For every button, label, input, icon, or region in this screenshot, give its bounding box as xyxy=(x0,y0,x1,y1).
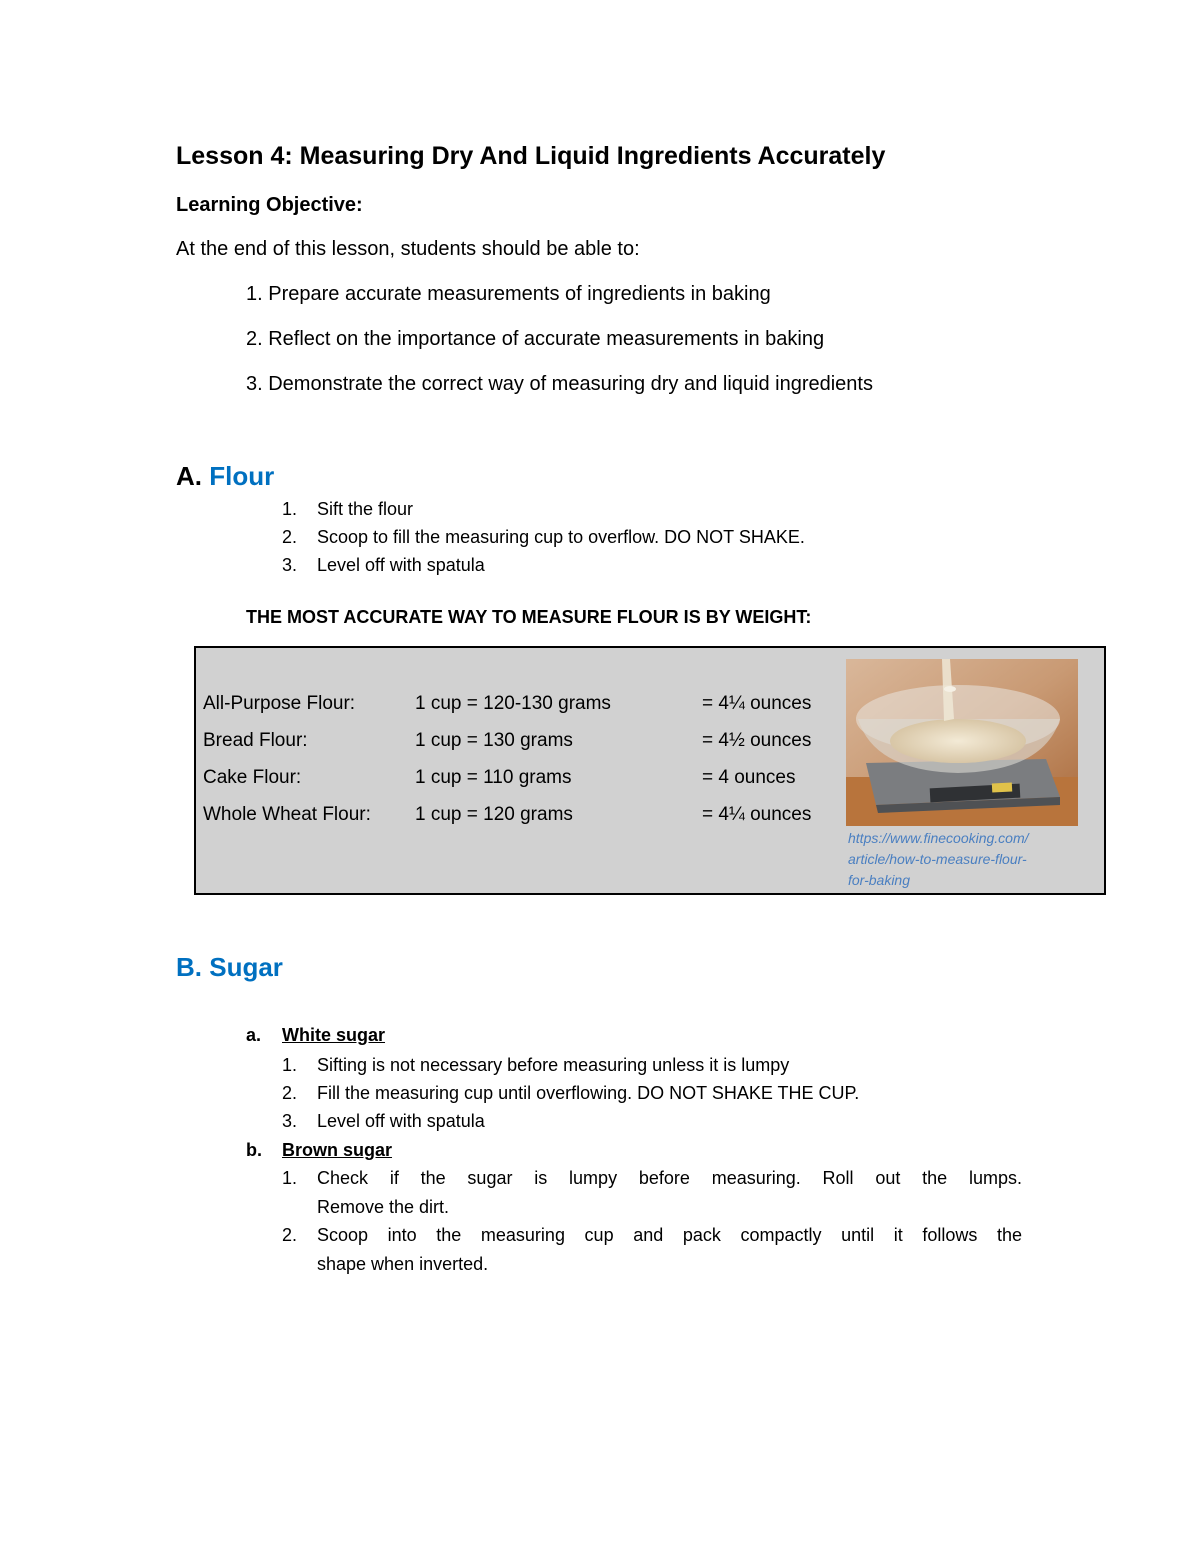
step-text: Scoop to fill the measuring cup to overflow. DO NOT SHAKE. xyxy=(317,527,805,547)
image-source-link[interactable] xyxy=(848,828,1078,891)
learning-objective-label: Learning Objective: xyxy=(176,194,363,216)
sub-title: Brown sugar xyxy=(282,1140,393,1160)
cup-grams: 1 cup = 120 grams xyxy=(415,804,573,825)
ounces: = 4¼ ounces xyxy=(702,804,812,825)
step-line: Scoop into the measuring cup and pack compactly until it follows the xyxy=(317,1225,1022,1245)
sub-title: White sugar xyxy=(282,1025,386,1045)
step-text xyxy=(317,1164,1022,1193)
ounces: = 4½ ounces xyxy=(702,730,812,751)
objective-item: 2. Reflect on the importance of accurate measurements in baking xyxy=(246,328,825,350)
step-number: 1. xyxy=(282,1168,298,1188)
cup-grams: 1 cup = 130 grams xyxy=(415,730,573,751)
flour-type: Cake Flour: xyxy=(203,767,302,788)
white-sugar-heading xyxy=(246,1025,386,1046)
step-text: Level off with spatula xyxy=(317,555,485,575)
flour-type: Bread Flour: xyxy=(203,730,308,751)
step-number: 3. xyxy=(282,1111,298,1131)
flour-type: Whole Wheat Flour: xyxy=(203,804,371,825)
ounces: = 4¼ ounces xyxy=(702,693,812,714)
step-line: Remove the dirt. xyxy=(317,1197,450,1217)
flour-type: All-Purpose Flour: xyxy=(203,693,356,714)
step-line: Check if the sugar is lumpy before measuring. Roll out the lumps. xyxy=(317,1168,1022,1188)
section-title: Flour xyxy=(209,461,275,491)
step-number: 1. xyxy=(282,499,298,519)
step-number: 1. xyxy=(282,1055,298,1075)
section-flour-heading xyxy=(176,461,274,492)
objective-item: 1. Prepare accurate measurements of ingredients in baking xyxy=(246,283,771,305)
caption-line: article/how-to-measure-flour- xyxy=(848,851,1027,867)
step-number: 3. xyxy=(282,555,298,575)
flour-weight-table xyxy=(194,646,1106,895)
step-text: Sifting is not necessary before measuring unless it is lumpy xyxy=(317,1055,790,1075)
step-text: Sift the flour xyxy=(317,499,414,519)
section-letter: A. xyxy=(176,461,202,491)
step-text xyxy=(317,1221,1022,1250)
lesson-title: Lesson 4: Measuring Dry And Liquid Ingredients Accurately xyxy=(176,142,886,170)
section-sugar-heading: B. Sugar xyxy=(176,952,283,982)
objective-intro: At the end of this lesson, students should be able to: xyxy=(176,238,640,260)
step-line: shape when inverted. xyxy=(317,1254,489,1274)
sub-letter: a. xyxy=(246,1025,262,1045)
cup-grams: 1 cup = 110 grams xyxy=(415,767,572,788)
step-text: Fill the measuring cup until overflowing. DO NOT SHAKE THE CUP. xyxy=(317,1083,860,1103)
weight-heading: THE MOST ACCURATE WAY TO MEASURE FLOUR IS BY WEIGHT: xyxy=(246,607,812,627)
caption-line: https://www.finecooking.com/ xyxy=(848,830,1029,846)
step-number: 2. xyxy=(282,1083,298,1103)
step-number: 2. xyxy=(282,1225,298,1245)
objective-item: 3. Demonstrate the correct way of measuring dry and liquid ingredients xyxy=(246,373,873,395)
brown-sugar-heading xyxy=(246,1140,393,1161)
step-number: 2. xyxy=(282,527,298,547)
sub-letter: b. xyxy=(246,1140,262,1160)
ounces: = 4 ounces xyxy=(702,767,796,788)
cup-grams: 1 cup = 120-130 grams xyxy=(415,693,611,714)
caption-line: for-baking xyxy=(848,872,911,888)
step-text: Level off with spatula xyxy=(317,1111,485,1131)
flour-scale-photo xyxy=(846,659,1078,826)
